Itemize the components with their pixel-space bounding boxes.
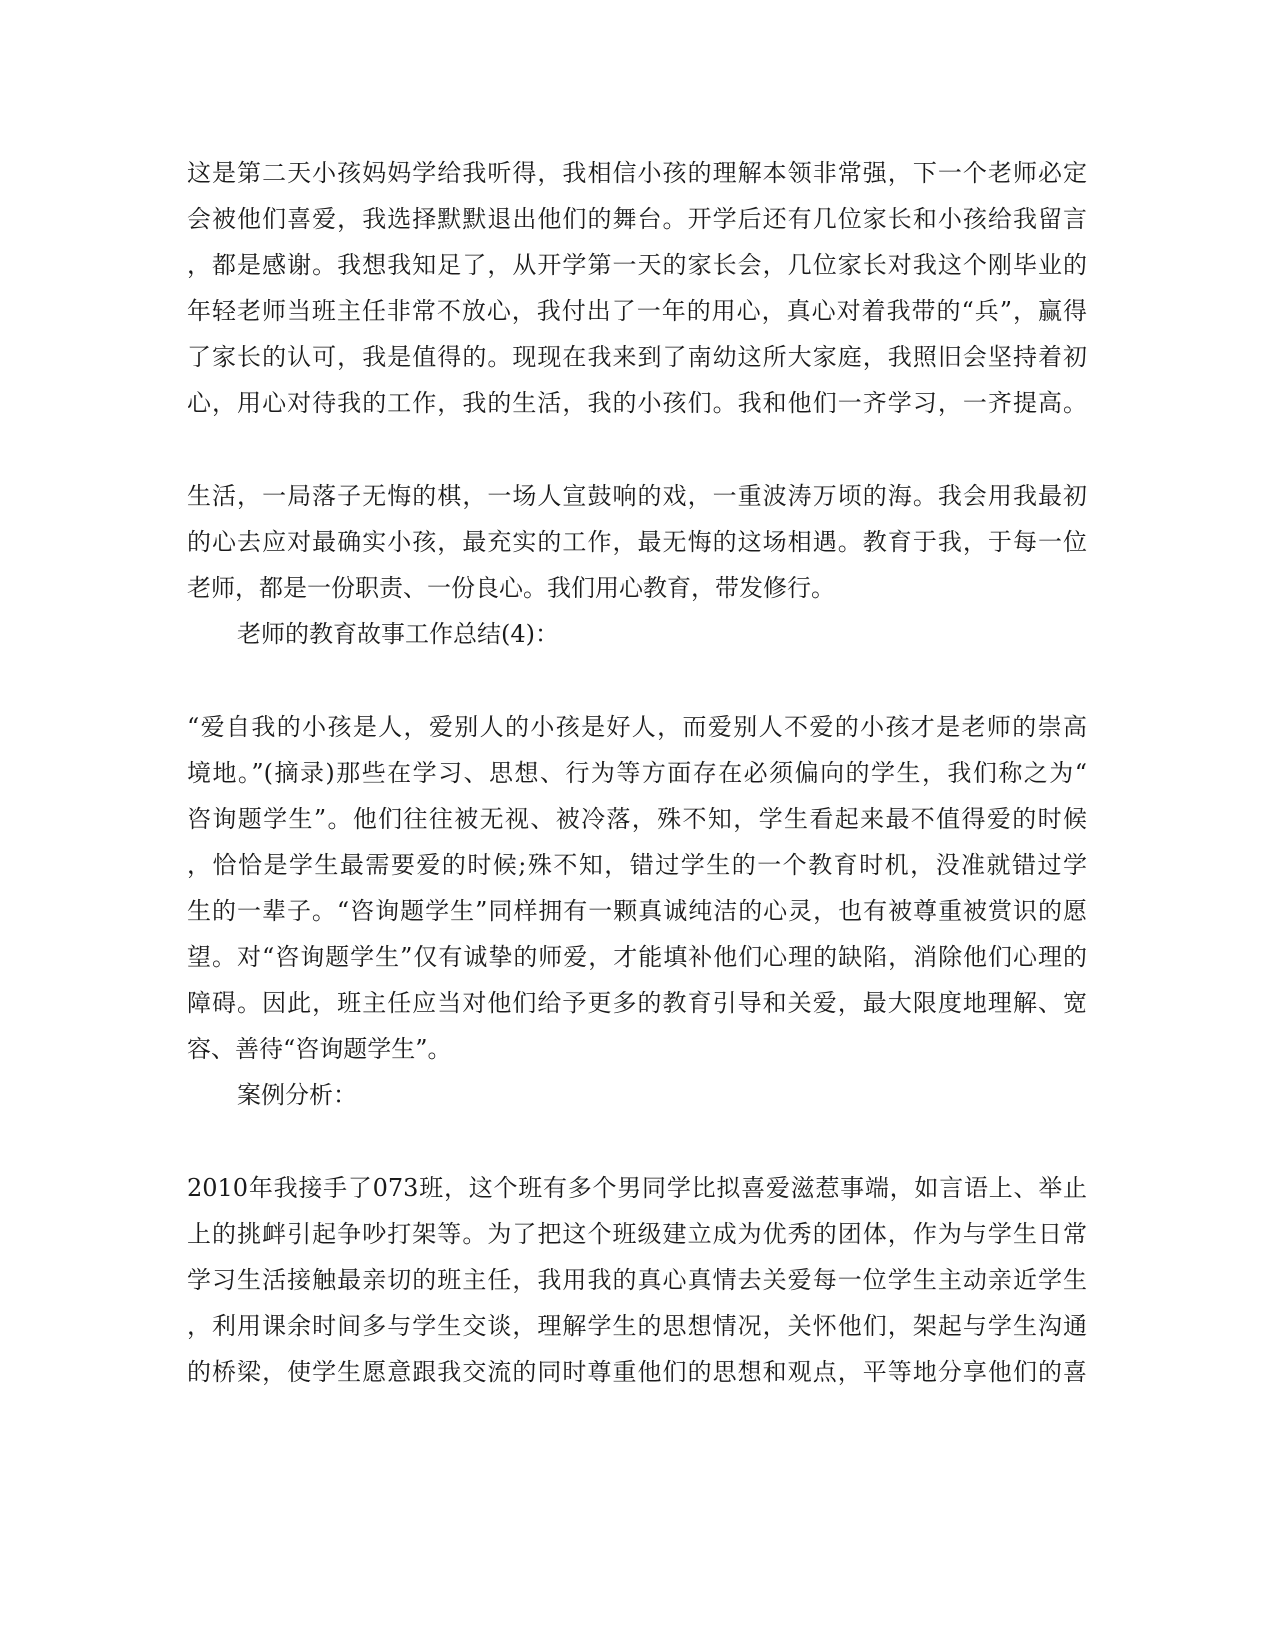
paragraph-1-line: ，都是感谢。我想我知足了，从开学第一天的家长会，几位家长对我这个刚毕业的	[187, 251, 1087, 279]
paragraph-3-line: 望。对“咨询题学生”仅有诚挚的师爱，才能填补他们心理的缺陷，消除他们心理的	[187, 943, 1087, 971]
paragraph-2-line: 老师，都是一份职责、一份良心。我们用心教育，带发修行。	[187, 574, 835, 602]
paragraph-4-line: 上的挑衅引起争吵打架等。为了把这个班级建立成为优秀的团体，作为与学生日常	[187, 1220, 1087, 1248]
section-heading: 案例分析：	[237, 1081, 357, 1109]
paragraph-4-line: ，利用课余时间多与学生交谈，理解学生的思想情况，关怀他们，架起与学生沟通	[187, 1312, 1087, 1340]
paragraph-3-line: 生的一辈子。“咨询题学生”同样拥有一颗真诚纯洁的心灵，也有被尊重被赏识的愿	[187, 897, 1087, 925]
paragraph-4-line: 2010年我接手了073班，这个班有多个男同学比拟喜爱滋惹事端，如言语上、举止	[187, 1174, 1087, 1202]
paragraph-3-line: ，恰恰是学生最需要爱的时候;殊不知，错过学生的一个教育时机，没准就错过学	[187, 851, 1087, 879]
section-heading: 老师的教育故事工作总结(4)：	[237, 620, 559, 648]
paragraph-1-line: 年轻老师当班主任非常不放心，我付出了一年的用心，真心对着我带的“兵”，赢得	[187, 297, 1087, 325]
paragraph-3-line: 境地。”(摘录)那些在学习、思想、行为等方面存在必须偏向的学生，我们称之为“	[187, 759, 1087, 787]
paragraph-2-line: 生活，一局落子无悔的棋，一场人宣鼓响的戏，一重波涛万顷的海。我会用我最初	[187, 482, 1087, 510]
paragraph-4-line: 学习生活接触最亲切的班主任，我用我的真心真情去关爱每一位学生主动亲近学生	[187, 1266, 1087, 1294]
paragraph-3-line: 障碍。因此，班主任应当对他们给予更多的教育引导和关爱，最大限度地理解、宽	[187, 989, 1087, 1017]
paragraph-1-line: 会被他们喜爱，我选择默默退出他们的舞台。开学后还有几位家长和小孩给我留言	[187, 205, 1087, 233]
paragraph-1-line: 心，用心对待我的工作，我的生活，我的小孩们。我和他们一齐学习，一齐提高。	[187, 389, 1087, 417]
paragraph-1-line: 了家长的认可，我是值得的。现现在我来到了南幼这所大家庭，我照旧会坚持着初	[187, 343, 1087, 371]
paragraph-3-line: “爱自我的小孩是人，爱别人的小孩是好人，而爱别人不爱的小孩才是老师的崇高	[187, 713, 1087, 741]
paragraph-2-line: 的心去应对最确实小孩，最充实的工作，最无悔的这场相遇。教育于我，于每一位	[187, 528, 1087, 556]
paragraph-3-line: 咨询题学生”。他们往往被无视、被冷落，殊不知，学生看起来最不值得爱的时候	[187, 805, 1087, 833]
paragraph-1-line: 这是第二天小孩妈妈学给我听得，我相信小孩的理解本领非常强，下一个老师必定	[187, 159, 1087, 187]
paragraph-3-line: 容、善待“咨询题学生”。	[187, 1035, 452, 1063]
paragraph-4-line: 的桥梁，使学生愿意跟我交流的同时尊重他们的思想和观点，平等地分享他们的喜	[187, 1358, 1087, 1386]
